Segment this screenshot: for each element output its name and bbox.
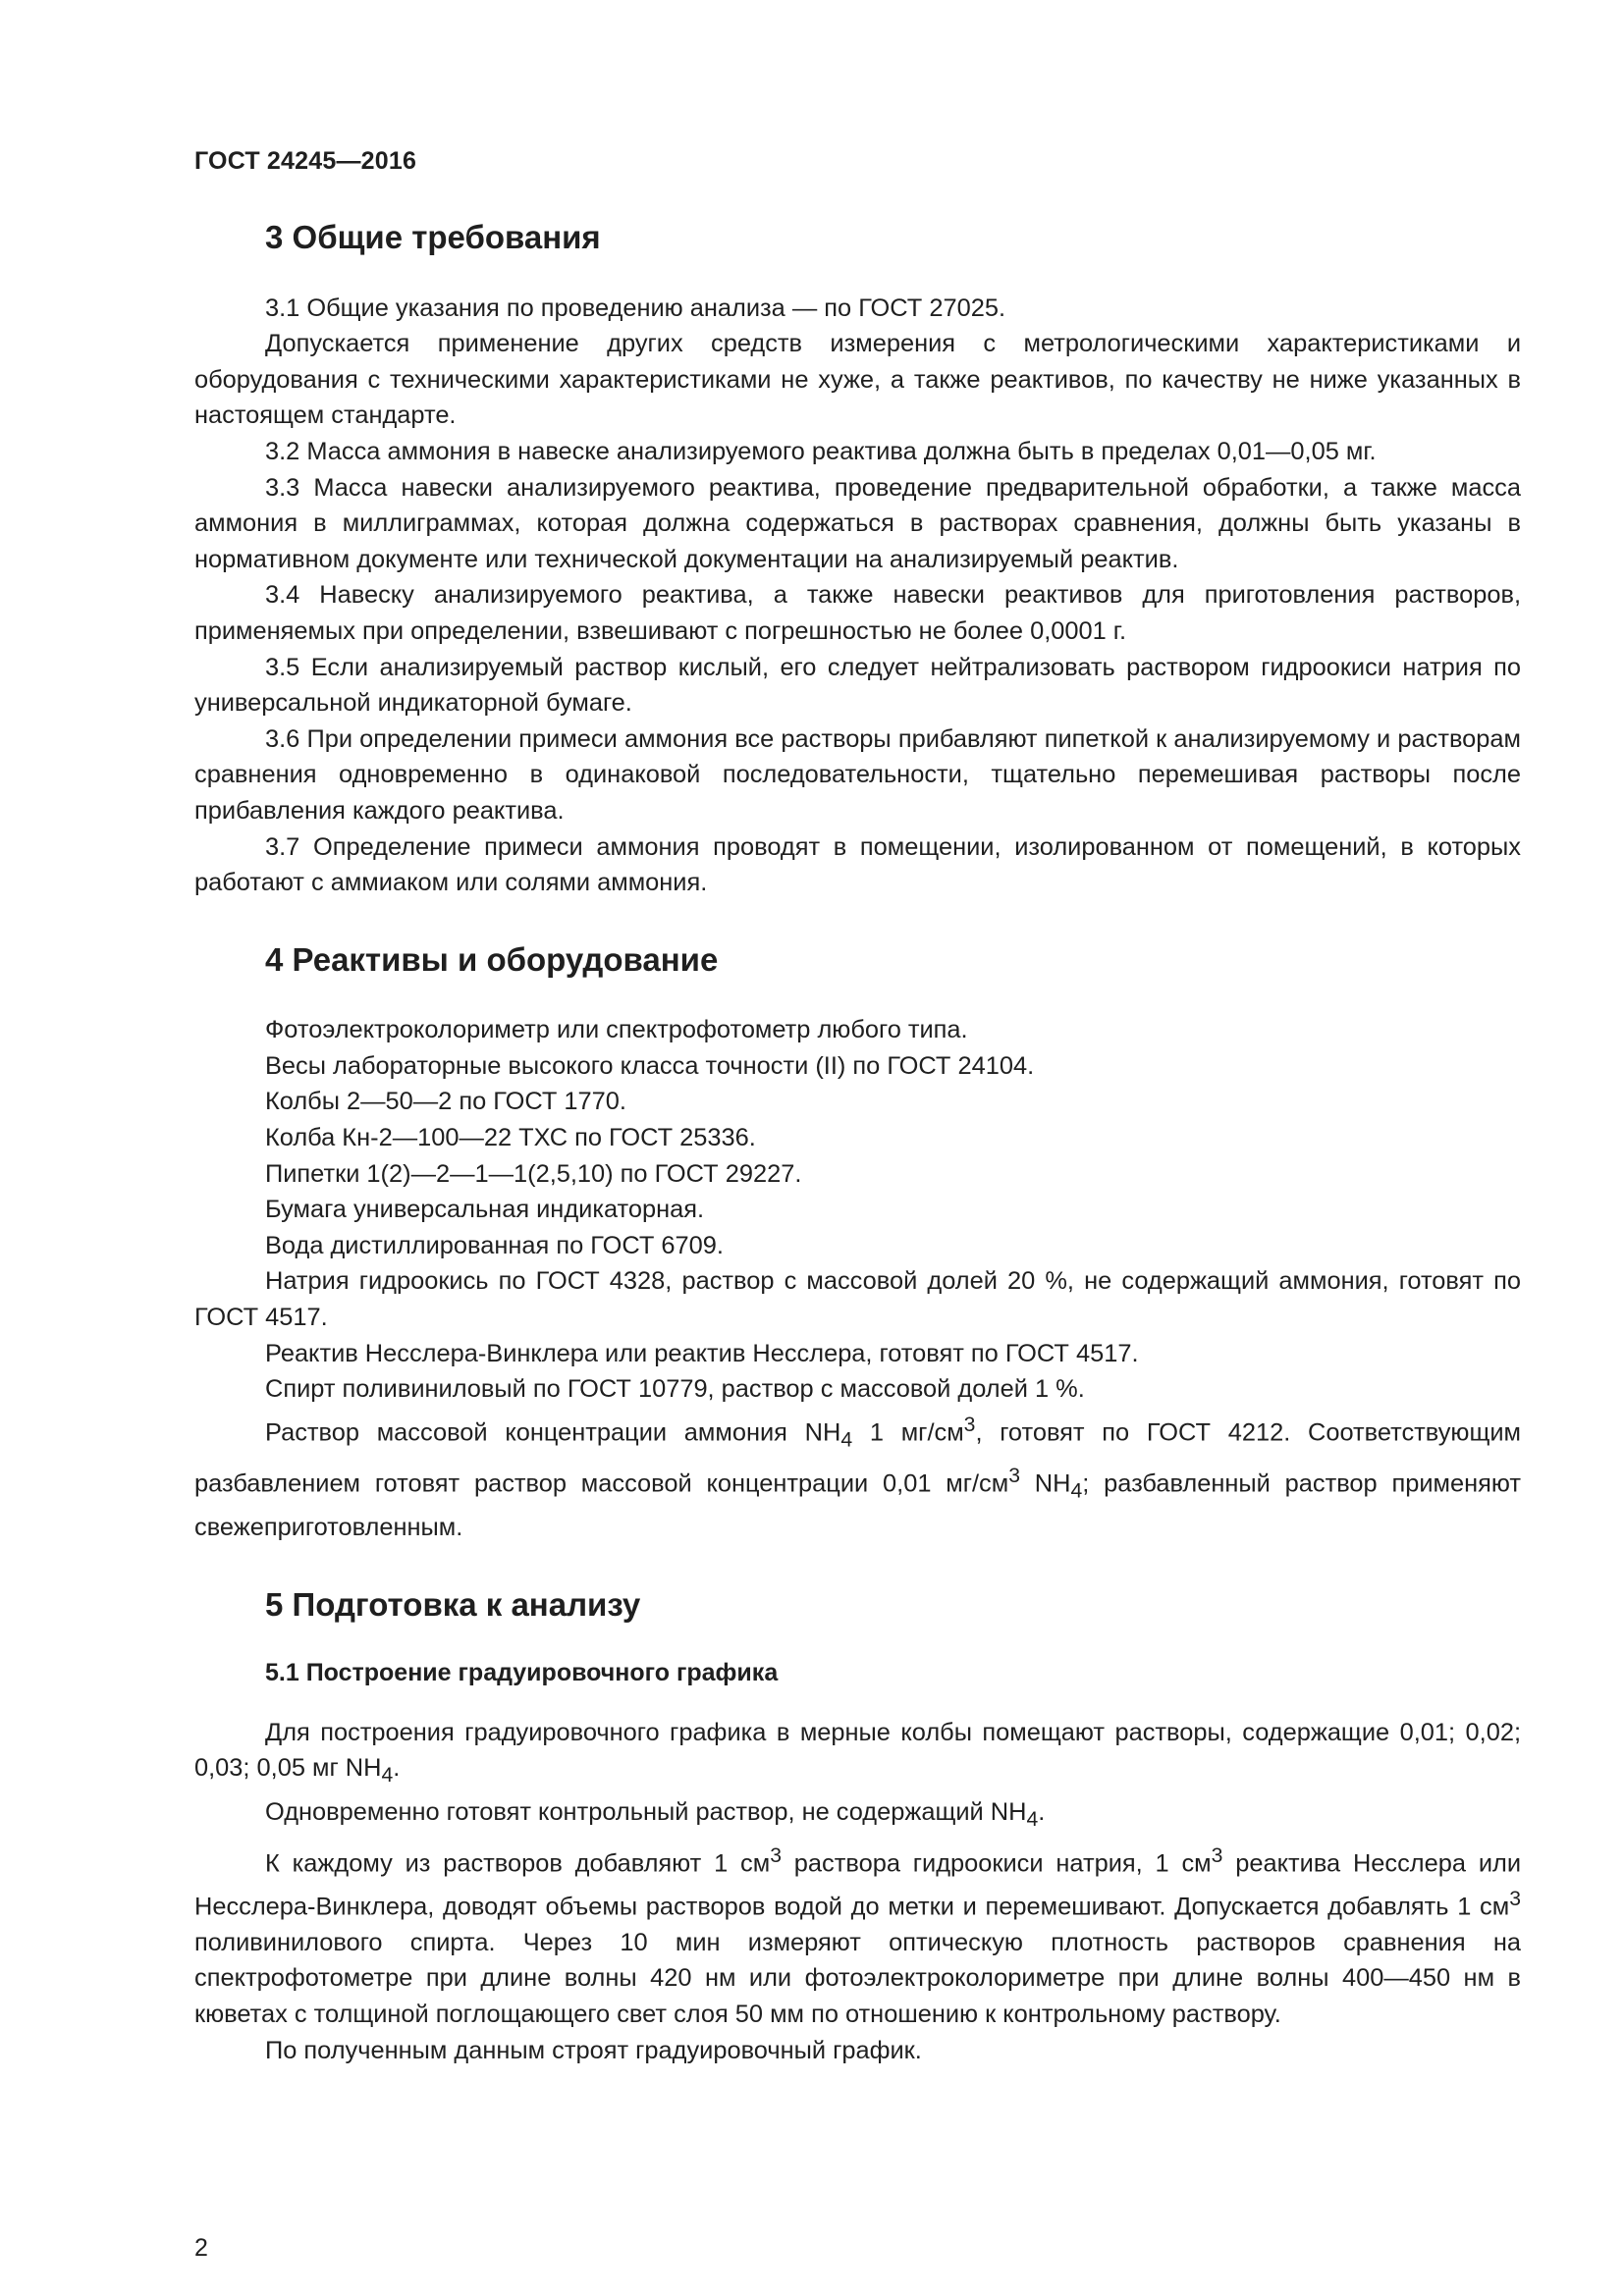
para-3-5: 3.5 Если анализируемый раствор кислый, его следует нейтрализовать раствором гидроокиси натрия по универсальной индикаторной бумаге. (194, 653, 1521, 718)
section-4-title: 4 Реактивы и оборудование (265, 940, 719, 978)
section-5 (194, 1585, 1521, 2069)
para-3-6: 3.6 При определении примеси аммония все растворы прибавляют пипеткой к анализируемому и растворам сравнения одновременно в одинаковой последовательности, тщательно перемешивая растворы после прибавления каждого реактива. (194, 724, 1521, 825)
para-5-1-c: К каждому из растворов добавляют 1 $см^3$ раствора гидроокиси натрия, 1 $см^3$ реактива Несслера или Несслера-Винклера, доводят объемы растворов водой до метки и перемешивают. Допускается добавлять 1 $см^3$ поливинилового спирта. Через 10 мин измеряют оптическую плотность растворов сравнения на спектрофотометре при длине волны 420 нм или фотоэлектроколориметре при длине волны 400—450 нм в кюветах с толщиной поглощающего свет слоя 50 мм по отношению к контрольному раствору. (194, 1843, 1521, 2029)
para-5-1-a: Для построения градуировочного графика в мерные колбы помещают растворы, содержащие 0,01; 0,02; 0,03; 0,05 мг $NH_4$. (194, 1718, 1521, 1788)
section-5-title: 5 Подготовка к анализу (265, 1585, 641, 1623)
equipment-item: Бумага универсальная индикаторная. (265, 1196, 705, 1224)
subsection-5-1-title: 5.1 Построение градуировочного графика (265, 1659, 779, 1687)
para-5-1-b: Одновременно готовят контрольный раствор, не содержащий $NH_4$. (265, 1798, 1046, 1832)
section-4 (194, 940, 1521, 1546)
equipment-item: Колбы 2—50—2 по ГОСТ 1770. (265, 1088, 626, 1116)
equipment-item: Вода дистиллированная по ГОСТ 6709. (265, 1231, 724, 1259)
para-5-1-d: По полученным данным строят градуировочный график. (265, 2036, 922, 2064)
equipment-item: Натрия гидроокись по ГОСТ 4328, раствор с массовой долей 20 %, не содержащий аммония, готовят по ГОСТ 4517. (194, 1267, 1521, 1332)
para-3-1: 3.1 Общие указания по проведению анализа — по ГОСТ 27025. (265, 294, 1006, 322)
equipment-item: Реактив Несслера-Винклера или реактив Несслера, готовят по ГОСТ 4517. (265, 1339, 1139, 1367)
equipment-item: Спирт поливиниловый по ГОСТ 10779, раствор с массовой долей 1 %. (265, 1375, 1085, 1404)
ammonium-solution-para: Раствор массовой концентрации аммония $NH_4$ 1 $мг/см^3$, готовят по ГОСТ 4212. Соответствующим разбавлением готовят раствор массовой концентрации 0,01 $мг/см^3$ $NH_4$; разбавленный раствор применяют свежеприготовленным. (194, 1413, 1521, 1542)
section-3-title: 3 Общие требования (265, 219, 601, 255)
running-header: ГОСТ 24245—2016 (194, 147, 417, 175)
equipment-item: Фотоэлектроколориметр или спектрофотометр любого типа. (265, 1016, 968, 1044)
section-3 (194, 218, 1521, 901)
equipment-item: Колба Кн-2—100—22 ТХС по ГОСТ 25336. (265, 1124, 756, 1152)
para-3-1-note: Допускается применение других средств измерения с метрологическими характеристиками и оборудования с техническими характеристиками не хуже, а также реактивов, по качеству не ниже указанных в настоящем стандарте. (194, 330, 1521, 430)
para-3-3: 3.3 Масса навески анализируемого реактива, проведение предварительной обработки, а также масса аммония в миллиграммах, которая должна содержаться в растворах сравнения, должны быть указаны в нормативном документе или технической документации на анализируемый реактив. (194, 473, 1521, 573)
para-3-2: 3.2 Масса аммония в навеске анализируемого реактива должна быть в пределах 0,01—0,05 мг. (265, 437, 1377, 465)
page-number: 2 (194, 2234, 208, 2262)
para-3-7: 3.7 Определение примеси аммония проводят в помещении, изолированном от помещений, в которых работают с аммиаком или солями аммония. (194, 832, 1521, 897)
equipment-item: Пипетки 1(2)—2—1—1(2,5,10) по ГОСТ 29227. (265, 1159, 802, 1188)
equipment-item: Весы лабораторные высокого класса точности (II) по ГОСТ 24104. (265, 1051, 1035, 1080)
page-content (194, 218, 1521, 2068)
para-3-4: 3.4 Навеску анализируемого реактива, а также навески реактивов для приготовления растворов, применяемых при определении, взвешивают с погрешностью не более 0,0001 г. (194, 581, 1521, 645)
